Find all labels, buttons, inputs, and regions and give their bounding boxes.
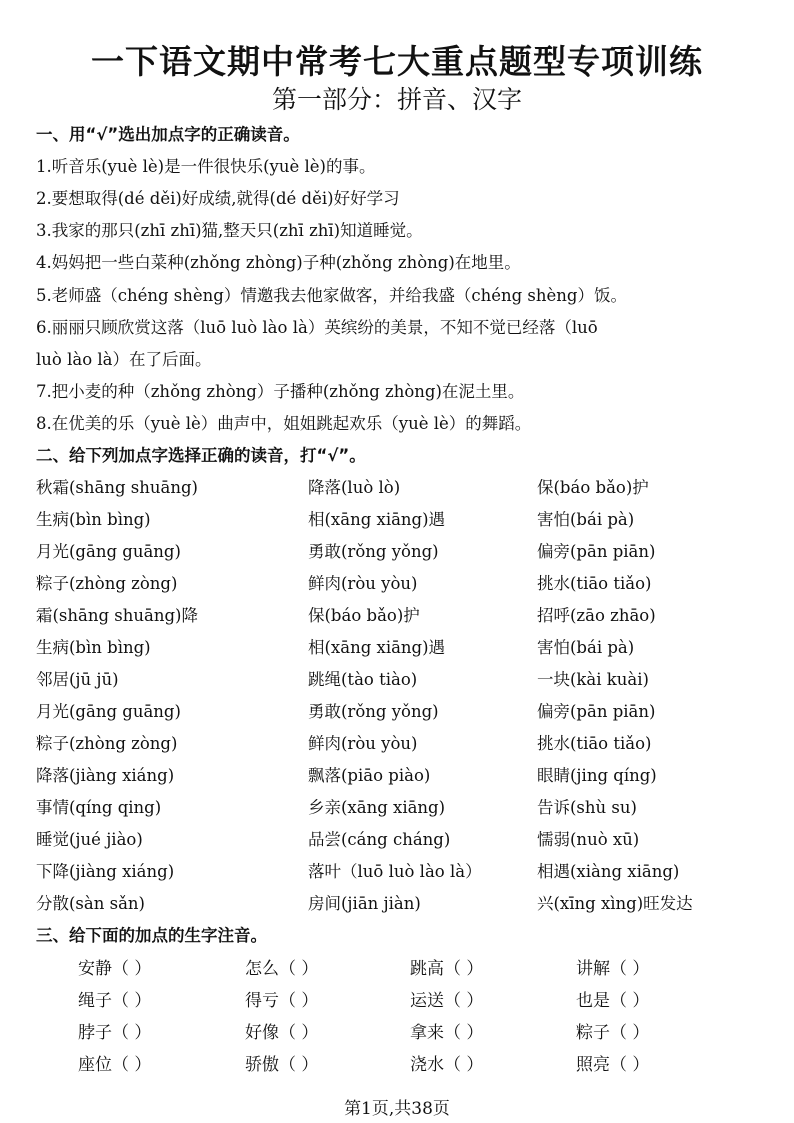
annotation-blank[interactable]: 怎么（ ） [245,959,319,979]
question-line: 8.在优美的乐（yuè lè）曲声中，姐姐跳起欢乐（yuè lè）的舞蹈。 [36,414,532,433]
question-line: 1.听音乐(yuè lè)是一件很快乐(yuè lè)的事。 [36,157,376,176]
pinyin-item: 鲜肉(ròu yòu) [308,574,418,593]
pinyin-item: 睡觉(jué jiào) [36,830,143,849]
pinyin-item: 一块(kài kuài) [537,670,649,689]
annotation-blank[interactable]: 也是（ ） [576,991,650,1011]
pinyin-item: 保(báo bǎo)护 [308,606,420,625]
question-line: 3.我家的那只(zhī zhī)猫,整天只(zhī zhī)知道睡觉。 [36,221,423,240]
pinyin-item: 邻居(jū jū) [36,670,119,689]
pinyin-item: 生病(bìn bìng) [36,510,151,529]
question-line: 7.把小麦的种（zhǒng zhòng）子播种(zhǒng zhòng)在泥土里。 [36,382,525,401]
page-subtitle: 第一部分：拼音、汉字 [271,85,522,114]
pinyin-item: 品尝(cáng cháng) [308,830,451,849]
pinyin-item: 生病(bìn bìng) [36,638,151,657]
pinyin-item: 飘落(piāo piào) [308,766,431,785]
pinyin-item: 下降(jiàng xiáng) [36,862,175,881]
pinyin-item: 勇敢(rǒng yǒng) [308,542,439,561]
annotation-blank[interactable]: 跳高（ ） [410,959,484,979]
question-line: 2.要想取得(dé děi)好成绩,就得(dé děi)好好学习 [36,189,400,208]
pinyin-item: 降落(jiàng xiáng) [36,766,175,785]
pinyin-item: 粽子(zhòng zòng) [36,574,178,593]
annotation-blank[interactable]: 安静（ ） [78,959,152,979]
annotation-blank[interactable]: 绳子（ ） [78,991,152,1011]
annotation-blank[interactable]: 讲解（ ） [576,959,650,979]
question-line: 4.妈妈把一些白菜种(zhǒng zhòng)子种(zhǒng zhòng)在地里。 [36,253,521,272]
pinyin-item: 落叶（luō luò lào là） [308,862,482,881]
annotation-blank[interactable]: 好像（ ） [245,1023,319,1043]
annotation-blank[interactable]: 拿来（ ） [410,1023,484,1043]
pinyin-item: 秋霜(shāng shuāng) [36,478,198,497]
question-line: luò lào là）在了后面。 [36,350,212,369]
pinyin-item: 房间(jiān jiàn) [308,894,421,913]
annotation-blank[interactable]: 骄傲（ ） [245,1055,319,1075]
page-title: 一下语文期中常考七大重点题型专项训练 [91,42,703,81]
pinyin-item: 相(xāng xiāng)遇 [308,510,446,529]
pinyin-item: 保(báo bǎo)护 [537,478,649,497]
pinyin-item: 事情(qíng qing) [36,798,162,817]
question-line: 5.老师盛（chéng shèng）情邀我去他家做客，并给我盛（chéng shèng）饭。 [36,286,627,305]
pinyin-item: 粽子(zhòng zòng) [36,734,178,753]
pinyin-item: 降落(luò lò) [308,478,401,497]
annotation-blank[interactable]: 得亏（ ） [245,991,319,1011]
pinyin-item: 鲜肉(ròu yòu) [308,734,418,753]
pinyin-item: 告诉(shù su) [537,798,637,817]
pinyin-item: 乡亲(xāng xiāng) [308,798,446,817]
pinyin-item: 偏旁(pān piān) [537,702,656,721]
pinyin-item: 相遇(xiàng xiāng) [537,862,680,881]
page-number: 第1页,共38页 [344,1099,450,1119]
annotation-blank[interactable]: 运送（ ） [410,991,484,1011]
pinyin-item: 挑水(tiāo tiǎo) [537,574,652,593]
annotation-blank[interactable]: 浇水（ ） [410,1055,484,1075]
pinyin-item: 分散(sàn sǎn) [36,894,145,913]
pinyin-item: 月光(gāng guāng) [36,702,181,721]
pinyin-item: 挑水(tiāo tiǎo) [537,734,652,753]
annotation-blank[interactable]: 脖子（ ） [78,1023,152,1043]
section2-heading: 二、给下列加点字选择正确的读音，打“√”。 [36,446,366,465]
annotation-blank[interactable]: 照亮（ ） [576,1055,650,1075]
annotation-blank[interactable]: 座位（ ） [78,1055,152,1075]
pinyin-item: 害怕(bái pà) [537,510,635,529]
pinyin-item: 相(xāng xiāng)遇 [308,638,446,657]
pinyin-item: 懦弱(nuò xū) [537,830,640,849]
annotation-blank[interactable]: 粽子（ ） [576,1023,650,1043]
pinyin-item: 月光(gāng guāng) [36,542,181,561]
section3-heading: 三、给下面的加点的生字注音。 [36,926,267,945]
pinyin-item: 眼睛(jing qíng) [537,766,657,785]
pinyin-item: 霜(shāng shuāng)降 [36,606,198,625]
pinyin-item: 兴(xīng xìng)旺发达 [537,894,693,913]
pinyin-item: 跳绳(tào tiào) [308,670,418,689]
pinyin-item: 害怕(bái pà) [537,638,635,657]
section1-heading: 一、用“√”选出加点字的正确读音。 [36,125,300,144]
pinyin-item: 招呼(zāo zhāo) [537,606,656,625]
pinyin-item: 勇敢(rǒng yǒng) [308,702,439,721]
pinyin-item: 偏旁(pān piān) [537,542,656,561]
question-line: 6.丽丽只顾欣赏这落（luō luò lào là）英缤纷的美景，不知不觉已经落（luō [36,318,598,337]
